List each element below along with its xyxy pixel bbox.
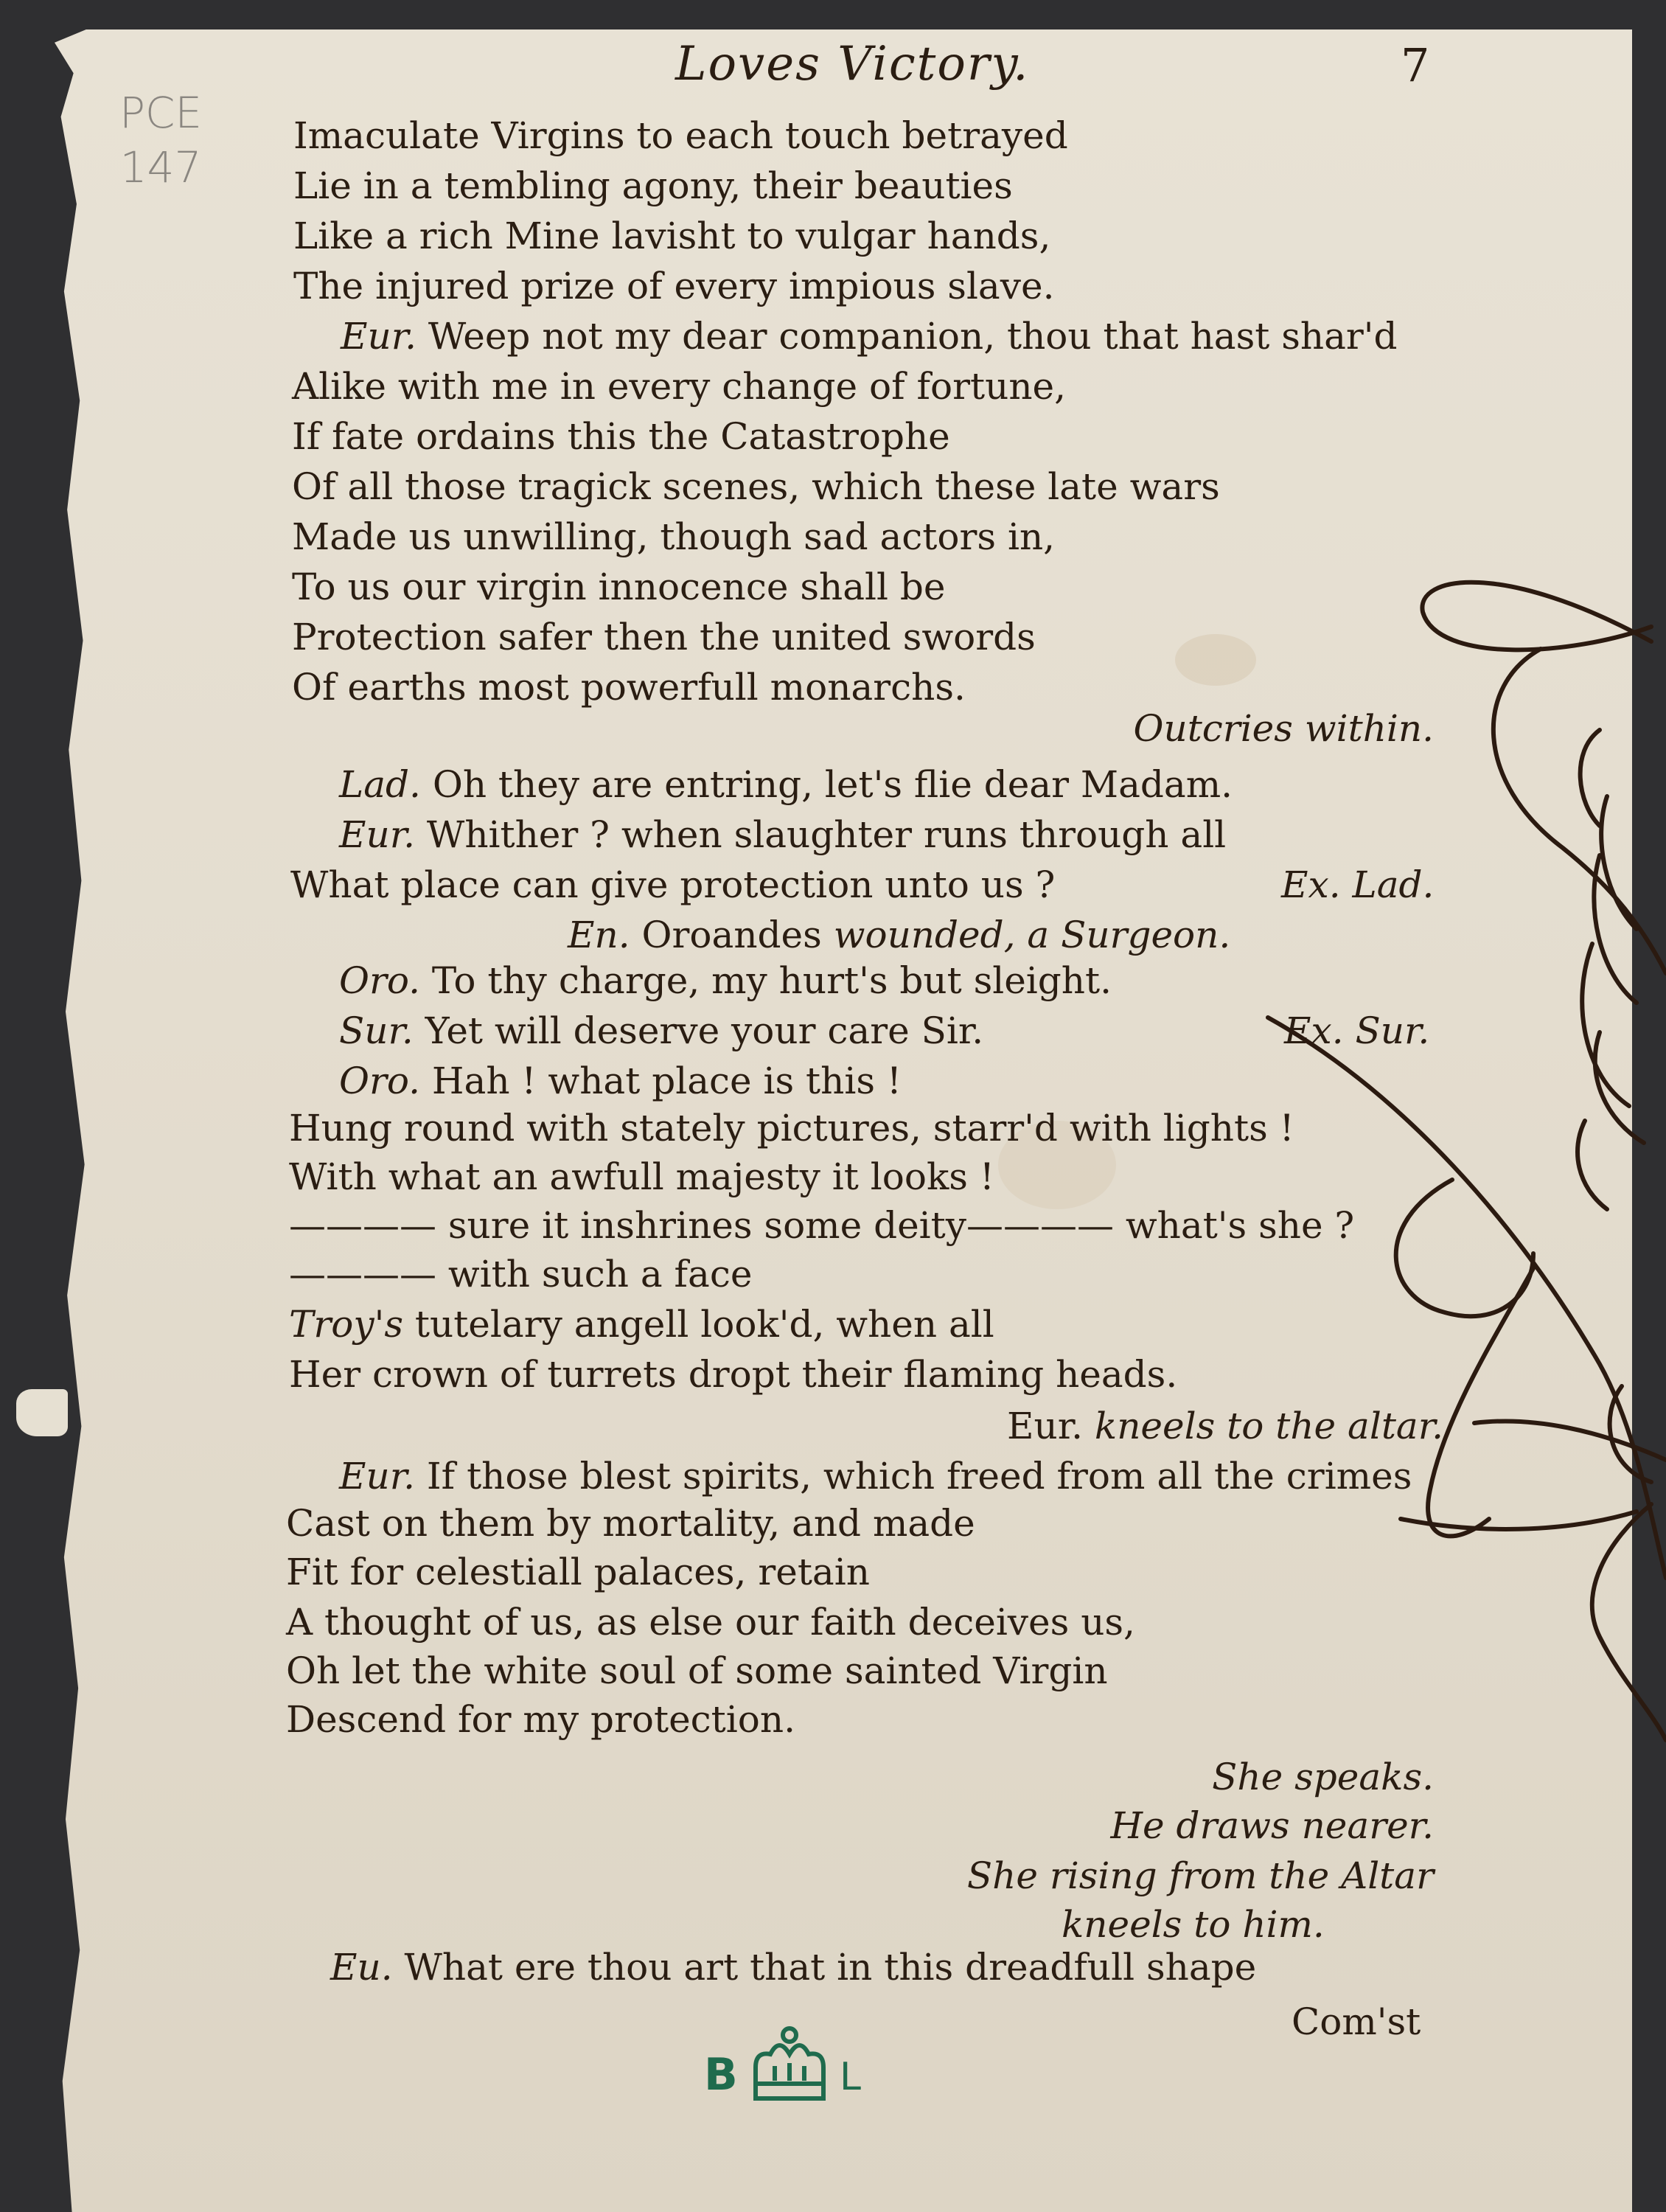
verse-line: Lie in a tembling agony, their beauties [293,164,1013,207]
speech-line [339,1009,983,1053]
speech-text: What ere thou art that in this dreadfull shape [404,1946,1257,1989]
speech-line [339,813,1226,857]
stamp-letter-right: L [840,2055,861,2099]
verse-line: The injured prize of every impious slave. [293,265,1055,307]
speech-line [330,1945,1256,1989]
pencil-shelfmark [109,86,212,195]
stage-direction: kneels to him. [1062,1903,1325,1946]
speaker-name: Eur. [339,1455,416,1498]
crown-icon [756,2028,823,2098]
catchword: Com'st [1292,2000,1421,2043]
speech-text: Weep not my dear companion, thou that hast shar'd [428,315,1398,358]
stage-direction-text: kneels to the altar. [1094,1405,1444,1447]
verse-text: tutelary angell look'd, when all [414,1303,994,1346]
foxing-stain [1175,634,1256,686]
stage-direction: She speaks. [1212,1756,1434,1798]
stage-direction: He draws nearer. [1110,1804,1434,1847]
entrance-text: wounded, a Surgeon. [833,914,1231,956]
verse-line: Oh let the white soul of some sainted Virgin [286,1649,1108,1692]
speech-line [341,314,1398,358]
verse-line: ———— sure it inshrines some deity———— what's she ? [289,1204,1355,1247]
page-number: 7 [1401,38,1430,92]
stage-direction: Outcries within. [1133,707,1434,750]
speaker-name: Lad. [339,763,421,806]
speech-text: If those blest spirits, which freed from all the crimes [426,1455,1412,1498]
library-stamp [704,2022,874,2110]
verse-line: Alike with me in every change of fortune, [292,365,1066,408]
verse-line: Protection safer then the united swords [292,616,1036,658]
verse-line: Fit for celestiall palaces, retain [286,1551,870,1593]
verse-line: Descend for my protection. [286,1698,795,1741]
verse-line: Like a rich Mine lavisht to vulgar hands, [293,215,1051,257]
speech-line [339,1059,902,1103]
speech-text: Oh they are entring, let's flie dear Madam. [432,763,1233,806]
handwritten-signature [1253,560,1666,1770]
stage-direction: She rising from the Altar [966,1854,1434,1897]
speaker-name: Eu. [330,1946,393,1989]
speaker-name: Sur. [339,1009,414,1052]
verse-line: Of all those tragick scenes, which these late wars [292,465,1220,508]
paper-tab [16,1389,68,1436]
pencil-note-line: 147 [119,142,202,192]
verse-line [289,1302,994,1346]
character-name: Oroandes [641,914,822,956]
speaker-name: Eur. [341,315,417,358]
verse-line: Imaculate Virgins to each touch betrayed [293,114,1068,157]
verse-line: With what an awfull majesty it looks ! [289,1155,994,1198]
entrance-direction [568,913,1230,957]
verse-line: What place can give protection unto us ? [290,863,1056,906]
speech-line [339,959,1112,1003]
speech-line [339,762,1233,807]
verse-line: If fate ordains this the Catastrophe [292,415,950,458]
verse-line: Of earths most powerfull monarchs. [292,666,966,709]
speaker-name: Eur. [339,813,416,856]
proper-name: Troy's [289,1303,404,1346]
verse-line: Her crown of turrets dropt their flaming heads. [289,1353,1178,1396]
stamp-letter-left: B [704,2049,738,2101]
speech-text: Hah ! what place is this ! [431,1060,902,1102]
entrance-label: En. [568,914,630,956]
verse-line: To us our virgin innocence shall be [292,566,946,608]
speaker-name: Oro. [339,959,421,1002]
verse-line: Hung round with stately pictures, starr'd with lights ! [289,1107,1294,1150]
exit-direction: Ex. Lad. [1281,863,1435,906]
verse-line: ———— with such a face [289,1253,753,1295]
speech-line [339,1454,1412,1498]
speech-text: Whither ? when slaughter runs through all [426,813,1227,856]
stage-direction-name: Eur. [1007,1405,1084,1447]
verse-line: Cast on them by mortality, and made [286,1502,975,1545]
speech-text: To thy charge, my hurt's but sleight. [431,959,1112,1002]
verse-line: Made us unwilling, though sad actors in, [292,515,1056,558]
verse-line: A thought of us, as else our faith deceives us, [286,1601,1135,1644]
running-head: Loves Victory. [675,37,1030,91]
speaker-name: Oro. [339,1060,421,1102]
pencil-note-line: PCE [119,88,203,138]
exit-direction: Ex. Sur. [1284,1009,1430,1052]
speech-text: Yet will deserve your care Sir. [425,1009,984,1052]
